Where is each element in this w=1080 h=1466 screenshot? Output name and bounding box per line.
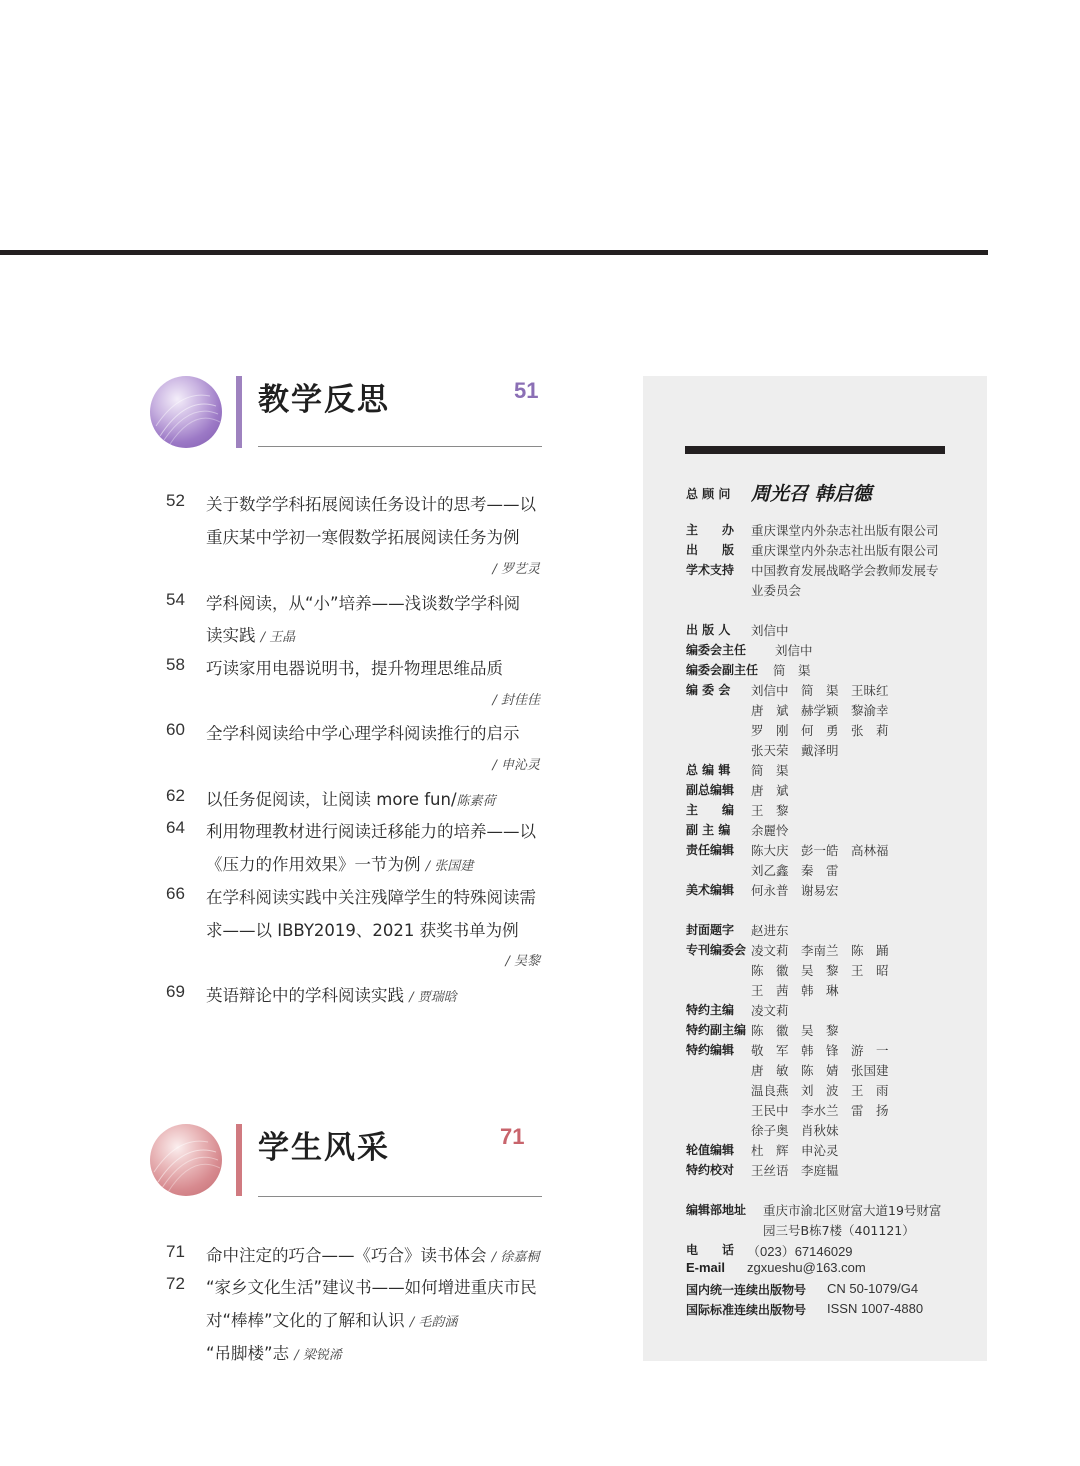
masthead-value: 余麗怜 — [751, 823, 789, 838]
section-title: 教学反思 — [258, 382, 390, 418]
toc-title-line-with-author — [206, 622, 295, 646]
masthead-value: 何永普 谢易宏 — [751, 883, 839, 898]
section-header-reflection — [150, 376, 542, 456]
masthead-label: 学术支持 — [686, 563, 735, 577]
masthead-value: 赵进东 — [751, 923, 789, 938]
masthead-label: 特约主编 — [686, 1003, 735, 1017]
toc-author: / 贾瑞晗 — [409, 990, 457, 1005]
section-page-number: 51 — [514, 378, 539, 403]
toc-page-number: 69 — [166, 982, 185, 1001]
masthead-label: 出 版 — [686, 543, 735, 557]
section-rule — [258, 1196, 542, 1197]
masthead-label: 特约编辑 — [686, 1043, 735, 1057]
masthead-value: 陈 徽 吴 黎 — [751, 1023, 839, 1038]
masthead-value: 简 渠 — [773, 663, 811, 678]
toc-author: / 徐嘉桐 — [491, 1250, 540, 1265]
toc-title-line: 巧读家用电器说明书，提升物理思维品质 — [206, 659, 503, 678]
issn-value: ISSN 1007-4880 — [827, 1301, 924, 1316]
toc-page-number: 64 — [166, 818, 185, 837]
masthead-value: 简 渠 — [751, 763, 789, 778]
toc-title-line: 求——以 IBBY2019、2021 获奖书单为例 — [206, 921, 519, 940]
masthead-value: 陈 徽 吴 黎 王 昭 — [751, 963, 889, 978]
masthead-label: 副 主 编 — [686, 823, 731, 837]
masthead-value: 唐 斌 赫学颖 黎渝幸 — [751, 703, 889, 718]
masthead-label: 美术编辑 — [686, 883, 735, 897]
masthead-label: 编委会副主任 — [686, 663, 759, 677]
masthead-value: 陈大庆 彭一皓 高林福 — [751, 843, 889, 858]
section-header-student — [150, 1124, 542, 1204]
masthead-label: 总 顾 问 — [686, 487, 731, 501]
masthead-label: 专刊编委会 — [686, 943, 747, 957]
masthead-value: 刘乙鑫 秦 雷 — [751, 863, 839, 878]
masthead-value: 杜 辉 申沁灵 — [751, 1143, 839, 1158]
toc-author: / 申沁灵 — [492, 758, 540, 773]
toc-title-line-with-author — [206, 851, 473, 875]
toc-page-number: 54 — [166, 590, 185, 609]
section-page-number: 71 — [500, 1124, 525, 1149]
masthead-panel — [643, 376, 987, 1361]
masthead-value: 刘信中 — [751, 623, 789, 638]
toc-title-line-with-author — [206, 1340, 342, 1364]
masthead-label: 封面题字 — [686, 923, 735, 937]
toc-title-line: 重庆某中学初一寒假数学拓展阅读任务为例 — [206, 528, 520, 547]
masthead-label: 责任编辑 — [686, 843, 735, 857]
email-value[interactable]: zgxueshu@163.com — [747, 1260, 866, 1275]
cn-value: CN 50-1079/G4 — [827, 1281, 919, 1296]
masthead-label: 出 版 人 — [686, 623, 731, 637]
toc-title-line: “吊脚楼”志 — [206, 1344, 290, 1363]
masthead-value: 中国教育发展战略学会教师发展专 — [751, 563, 939, 578]
toc-page-number: 72 — [166, 1274, 185, 1293]
section-orb-icon — [150, 1124, 222, 1196]
masthead-value: 重庆课堂内外杂志社出版有限公司 — [751, 543, 939, 558]
toc-title-line-with-author — [206, 982, 457, 1006]
toc-author: / 梁锐浠 — [294, 1348, 342, 1363]
masthead-value: 温良燕 刘 波 王 雨 — [751, 1083, 889, 1098]
toc-author: / 吴黎 — [505, 954, 540, 969]
masthead-label: 总 编 辑 — [686, 763, 731, 777]
phone-value: （023）67146029 — [747, 1244, 853, 1259]
toc-title-line-with-author — [206, 1242, 539, 1266]
masthead-value: 王 茜 韩 琳 — [751, 983, 839, 998]
toc-page-number: 52 — [166, 491, 185, 510]
masthead-label: 主 编 — [686, 803, 735, 817]
masthead-label: E-mail — [686, 1260, 726, 1275]
toc-page-number: 71 — [166, 1242, 185, 1261]
section-accent-bar — [236, 376, 242, 448]
masthead-value: 王民中 李水兰 雷 扬 — [751, 1103, 889, 1118]
masthead-value: 刘信中 — [775, 643, 813, 658]
section-accent-bar — [236, 1124, 242, 1196]
masthead-value: 重庆课堂内外杂志社出版有限公司 — [751, 523, 939, 538]
section-rule — [258, 446, 542, 447]
toc-title-line: “家乡文化生活”建议书——如何增进重庆市民 — [206, 1278, 537, 1297]
toc-title-line: 英语辩论中的学科阅读实践 — [206, 986, 404, 1005]
toc-author: / 张国建 — [425, 859, 474, 874]
section-title: 学生风采 — [258, 1130, 390, 1166]
toc-title-line: 学科阅读，从“小”培养——浅谈数学学科阅 — [206, 594, 521, 613]
address-value: 重庆市渝北区财富大道19号财富 — [763, 1203, 942, 1218]
toc-author: / 罗艺灵 — [492, 562, 540, 577]
masthead-label: 国内统一连续出版物号 — [686, 1283, 807, 1297]
advisor-signature: 周光召 韩启德 — [751, 483, 872, 505]
masthead-value: 刘信中 简 渠 王昧红 — [751, 683, 889, 698]
toc-page-number: 66 — [166, 884, 185, 903]
masthead-value: 唐 敏 陈 婧 张国建 — [751, 1063, 889, 1078]
toc-title-line: 利用物理教材进行阅读迁移能力的培养——以 — [206, 822, 536, 841]
masthead-value: 罗 刚 何 勇 张 莉 — [751, 723, 889, 738]
masthead-label: 副总编辑 — [686, 783, 735, 797]
toc-title-line: 命中注定的巧合——《巧合》读书体会 — [206, 1246, 487, 1265]
toc-title-line-with-author — [206, 1307, 457, 1331]
masthead-value: 凌文莉 李南兰 陈 踊 — [751, 943, 889, 958]
masthead-label: 特约校对 — [686, 1163, 735, 1177]
masthead-value: 王 黎 — [751, 803, 789, 818]
toc-page-number: 58 — [166, 655, 185, 674]
toc-title-line: 关于数学学科拓展阅读任务设计的思考——以 — [206, 495, 536, 514]
masthead-value: 凌文莉 — [751, 1003, 789, 1018]
toc-title-line: 《压力的作用效果》一节为例 — [206, 855, 421, 874]
toc-title-line: 在学科阅读实践中关注残障学生的特殊阅读需 — [206, 888, 536, 907]
masthead-value: 业委员会 — [751, 583, 802, 598]
toc-title-line-with-author — [206, 786, 496, 810]
masthead-label: 编辑部地址 — [686, 1203, 747, 1217]
masthead-label: 轮值编辑 — [686, 1143, 735, 1157]
masthead-value: 唐 斌 — [751, 783, 789, 798]
toc-title-line: 读实践 — [206, 626, 256, 645]
toc-author: 陈素荷 — [456, 794, 496, 809]
toc-author: / 封佳佳 — [492, 693, 540, 708]
section-orb-icon — [150, 376, 222, 448]
masthead-label: 编 委 会 — [686, 683, 731, 697]
toc-page-number: 60 — [166, 720, 185, 739]
toc-author: / 王晶 — [260, 630, 296, 645]
masthead-value: 徐子奥 肖秋妹 — [751, 1123, 839, 1138]
masthead-label: 主 办 — [686, 523, 735, 537]
toc-title-line: 以任务促阅读，让阅读 more fun/ — [206, 790, 457, 809]
toc-author: / 毛韵涵 — [409, 1315, 458, 1330]
masthead-value: 敬 军 韩 锋 游 一 — [751, 1043, 889, 1058]
address-value: 园三号B栋7楼（401121） — [763, 1223, 915, 1238]
masthead-label: 电 话 — [686, 1243, 735, 1257]
masthead-label: 编委会主任 — [686, 643, 747, 657]
toc-title-line: 全学科阅读给中学心理学科阅读推行的启示 — [206, 724, 520, 743]
top-rule — [0, 250, 988, 255]
masthead-label: 国际标准连续出版物号 — [686, 1303, 807, 1317]
toc-page-number: 62 — [166, 786, 185, 805]
masthead-label: 特约副主编 — [686, 1023, 747, 1037]
masthead-value: 张天荣 戴泽明 — [751, 743, 839, 758]
masthead-rule — [685, 446, 945, 454]
toc-title-line: 对“棒棒”文化的了解和认识 — [206, 1311, 405, 1330]
masthead-value: 王丝语 李庭韫 — [751, 1163, 839, 1178]
